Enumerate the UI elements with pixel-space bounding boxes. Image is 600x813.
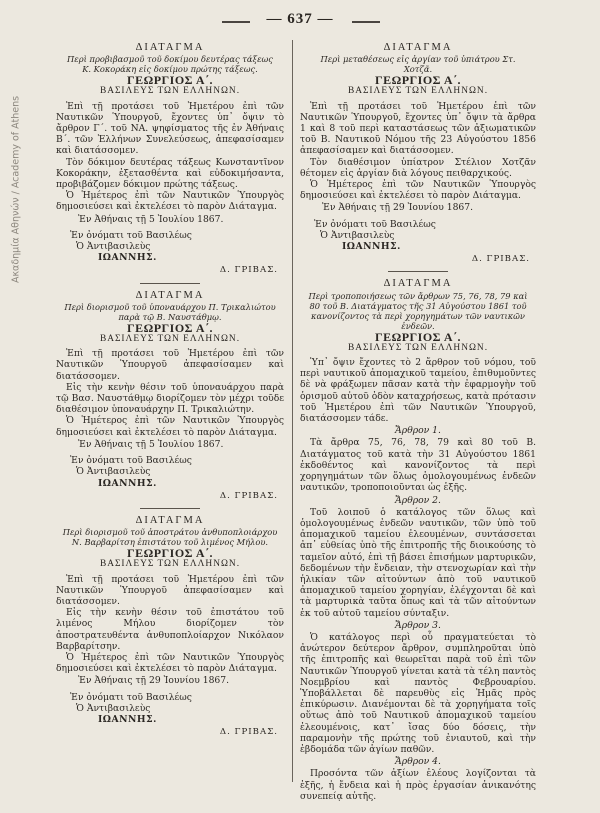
decree-subject: Περὶ τροποποιήσεως τῶν ἄρθρων 75, 76, 78, 79 καὶ 80 τοῦ Β. Διατάγματος τῆς 31 Αὐγούστου 1861 τοῦ κανονίζοντος τὰ περὶ χορηγημάτων τῶν ναυτικῶν ἐνδεῶν.	[308, 290, 528, 331]
decree-by-order: Ἐν ὀνόματι τοῦ Βασιλέως	[70, 691, 192, 703]
decree-date: Ἐν Ἀθήναις τῇ 5 Ἰουλίου 1867.	[78, 213, 224, 225]
header-rule-right	[352, 21, 380, 23]
decree-by-order: Ἐν ὀνόματι τοῦ Βασιλέως	[314, 218, 436, 230]
page-number: — 637 —	[266, 11, 334, 27]
decree-title: ΔΙΑΤΑΓΜΑ	[135, 42, 205, 53]
decree-paragraph: Ὑπ᾽ ὄψιν ἔχοντες τὸ 2 ἄρθρον τοῦ νόμου, τοῦ περὶ ναυτικοῦ ἀπομαχικοῦ ταμείου, ἐπιθυμοῦντες δὲ νὰ φράξωμεν πᾶσαν κατὰ τὴν ἐφαρμογὴν τοῦ ὁρισμοῦ αὐτοῦ ὁδὸν καταχρήσεως, κατὰ πρότασιν τοῦ Ἡμετέρου ἐπὶ τῶν Ναυτικῶν Ὑπουργοῦ, διατάσσομεν τάδε.	[300, 357, 536, 425]
article-heading: Ἄρθρον 4.	[395, 756, 441, 768]
king-name: ΓΕΩΡΓΙΟΣ Α΄.	[126, 73, 214, 88]
article-heading: Ἄρθρον 3.	[395, 619, 441, 631]
minister-signature: Δ. ΓΡΙΒΑΣ.	[219, 727, 278, 738]
decree-by-order: Ἐν ὀνόματι τοῦ Βασιλέως	[70, 229, 192, 241]
minister-signature: Δ. ΓΡΙΒΑΣ.	[219, 265, 278, 276]
king-name: ΓΕΩΡΓΙΟΣ Α΄.	[374, 73, 462, 88]
decree-separator	[388, 271, 448, 272]
decree-subject: Περὶ μεταθέσεως εἰς ἀργίαν τοῦ ὑπιάτρου Στ. Χοτζᾶ.	[320, 54, 516, 75]
decree-subject: Περὶ προβιβασμοῦ τοῦ δοκίμου δευτέρας τάξεως Κ. Κοκοράκη εἰς δοκίμου πρώτης τάξεως.	[67, 54, 273, 75]
decree-paragraph: Ἐπὶ τῇ προτάσει τοῦ Ἡμετέρου ἐπὶ τῶν Ναυτικῶν Ὑπουργοῦ, ἔχοντες ὑπ᾽ ὄψιν τὸ ἄρθρον Γ΄. τοῦ ΝΑ. ψηφίσματος τῆς ἐν Ἀθήναις Β΄. τῶν Ἑλλήνων Συνελεύσεως, ἀπεφασίσαμεν καὶ διατάσσομεν.	[56, 100, 284, 157]
decree-title: ΔΙΑΤΑΓΜΑ	[383, 278, 453, 290]
decree-date: Ἐν Ἀθήναις τῇ 5 Ἰουλίου 1867.	[78, 438, 224, 450]
king-title: ΒΑΣΙΛΕΥΣ ΤΩΝ ΕΛΛΗΝΩΝ.	[99, 86, 241, 97]
king-name: ΓΕΩΡΓΙΟΣ Α΄.	[126, 546, 214, 561]
decree-appointment-trikalioton	[56, 290, 284, 502]
decree-transfer-chotzas	[300, 42, 536, 265]
decree-paragraph: Ὁ Ἡμέτερος ἐπὶ τῶν Ναυτικῶν Ὑπουργὸς δημοσιεύσει καὶ ἐκτελέσει τὸ παρὸν Διάταγμα.	[300, 179, 536, 202]
decree-appointment-varvaritsis	[56, 515, 284, 738]
viceroy-label: Ὁ Ἀντιβασιλεὺς	[76, 241, 151, 253]
decree-paragraph: Εἰς τὴν κενὴν θέσιν τοῦ ἐπιστάτου τοῦ λιμένος Μήλου διορίζομεν τὸν ἀποστρατευθέντα ἀνθυποπλοίαρχον Νικόλαον Βαρβαρίτσην.	[56, 607, 284, 652]
decree-subject: Περὶ διορισμοῦ τοῦ ἀποστράτου ἀνθυποπλοιάρχου Ν. Βαρβαρίτση ἐπιστάτου τοῦ λιμένος Μήλου.	[62, 527, 278, 548]
decree-title: ΔΙΑΤΑΓΜΑ	[135, 289, 205, 301]
decree-paragraph: Ἐπὶ τῇ προτάσει τοῦ Ἡμετέρου ἐπὶ τῶν Ναυτικῶν Ὑπουργοῦ ἀπεφασίσαμεν καὶ διατάσσομεν.	[56, 348, 284, 382]
viceroy-name: ΙΩΑΝΝΗΣ.	[342, 241, 401, 253]
decree-promotion-kokorakis	[56, 42, 284, 277]
decree-title: ΔΙΑΤΑΓΜΑ	[383, 42, 453, 53]
decree-paragraph: Ἐπὶ τῇ προτάσει τοῦ Ἡμετέρου ἐπὶ τῶν Ναυτικῶν Ὑπουργοῦ ἀπεφασίσαμεν καὶ διατάσσομεν.	[56, 573, 284, 607]
library-watermark: Ακαδημία Αθηνών / Academy of Athens	[10, 95, 22, 284]
king-title: ΒΑΣΙΛΕΥΣ ΤΩΝ ΕΛΛΗΝΩΝ.	[347, 342, 489, 353]
decree-paragraph: Τὸν δόκιμον δευτέρας τάξεως Κωνσταντῖνον Κοκοράκην, ἐξετασθέντα καὶ εὐδοκιμήσαντα, προβιβάζομεν δόκιμον πρώτης τάξεως.	[56, 156, 284, 191]
minister-signature: Δ. ΓΡΙΒΑΣ.	[219, 490, 278, 501]
decree-separator	[140, 283, 200, 284]
decree-paragraph: Ὁ Ἡμέτερος ἐπὶ τῶν Ναυτικῶν Ὑπουργὸς δημοσιεύσει καὶ ἐκτελέσει τὸ παρὸν Διάταγμα.	[56, 190, 284, 213]
article-text: Τοῦ λοιποῦ ὁ κατάλογος τῶν ὅλως καὶ ὁμολογουμένως ἐνδεῶν ναυτικῶν, τῶν ὑπὸ τοῦ ἀπομαχικοῦ ταμείου ἐλεουμένων, συντάσσεται ἀπ᾽ εὐθείας ὑπὸ τῆς ἐπιτροπῆς τῆς διοικούσης τὸ ταμεῖον αὐτό, ἐπὶ τῇ βάσει ἐπισήμων μαρτυρικῶν, δεδομένων τὴν ἔνδειαν, τὴν στενοχωρίαν καὶ τὴν ἡλικίαν τῶν αἰτούντων ἀπὸ τοῦ ναυτικοῦ ἀπομαχικοῦ ταμείου χορηγίαν, ἐλέγχονται δὲ καὶ τὰ μαρτυρικὰ ταῦτα ὅπως καὶ τὰ τῶν αἰτούντων ἐκ τοῦ αὐτοῦ ταμείου σύνταξιν.	[300, 506, 536, 619]
decree-paragraph: Ὁ Ἡμέτερος ἐπὶ τῶν Ναυτικῶν Ὑπουργὸς δημοσιεύσει καὶ ἐκτελέσει τὸ παρὸν Διάταγμα.	[56, 651, 284, 675]
article-heading: Ἄρθρον 2.	[395, 494, 441, 506]
decree-amendment-articles	[300, 278, 536, 802]
minister-signature: Δ. ΓΡΙΒΑΣ.	[471, 254, 530, 265]
king-title: ΒΑΣΙΛΕΥΣ ΤΩΝ ΕΛΛΗΝΩΝ.	[347, 86, 489, 97]
right-column	[300, 40, 536, 802]
king-title: ΒΑΣΙΛΕΥΣ ΤΩΝ ΕΛΛΗΝΩΝ.	[99, 559, 241, 570]
article-text: Προσόντα τῶν ἀξίων ἐλέους λογίζονται τὰ ἑξῆς, ἡ ἔνδεια καὶ ἡ πρὸς ἐργασίαν ἀνικανότης συνεπείᾳ αὐτῆς.	[300, 768, 536, 802]
left-column	[56, 40, 284, 785]
viceroy-label: Ὁ Ἀντιβασιλεὺς	[320, 229, 395, 241]
king-name: ΓΕΩΡΓΙΟΣ Α΄.	[374, 329, 462, 344]
decree-title: ΔΙΑΤΑΓΜΑ	[135, 514, 205, 526]
decree-date: Ἐν Ἀθήναις τῇ 29 Ἰουνίου 1867.	[322, 202, 474, 214]
decree-by-order: Ἐν ὀνόματι τοῦ Βασιλέως	[70, 455, 192, 467]
decree-paragraph: Ὁ Ἡμέτερος ἐπὶ τῶν Ναυτικῶν Ὑπουργὸς δημοσιεύσει καὶ ἐκτελέσει τὸ παρὸν Διάταγμα.	[56, 415, 284, 438]
decree-paragraph: Τὸν διαθέσιμον ὑπίατρον Στέλιον Χοτζᾶν θέτομεν εἰς ἀργίαν διὰ λόγους πειθαρχικούς.	[300, 156, 536, 179]
viceroy-name: ΙΩΑΝΝΗΣ.	[98, 713, 157, 725]
viceroy-name: ΙΩΑΝΝΗΣ.	[98, 477, 157, 489]
decree-separator	[140, 508, 200, 509]
decree-paragraph: Ἐπὶ τῇ προτάσει τοῦ Ἡμετέρου ἐπὶ τῶν Ναυτικῶν Ὑπουργοῦ, ἔχοντες ὑπ᾽ ὄψιν τὰ ἄρθρα 1 καὶ 8 τοῦ περὶ καταστάσεως τῶν ἀξιωματικῶν τοῦ Β. Ναυτικοῦ Νόμου τῆς 23 Αὐγούστου 1856 ἀπεφασίσαμεν καὶ διατάσσομεν.	[300, 100, 536, 157]
article-text: Τὰ ἄρθρα 75, 76, 78, 79 καὶ 80 τοῦ Β. Διατάγματος τοῦ κατὰ τὴν 31 Αὐγούστου 1861 ἐκδοθέντος καὶ κανονίζοντος τὰ περὶ χορηγημάτων τῶν ὅλως ὁμολογουμένως ἐνδεῶν ναυτικῶν, τροποποιοῦνται ὡς ἑξῆς.	[300, 437, 536, 494]
article-heading: Ἄρθρον 1.	[395, 425, 441, 437]
decree-subject: Περὶ διορισμοῦ τοῦ ὑποναυάρχου Π. Τρικαλιώτου παρὰ τῷ Β. Ναυστάθμῳ.	[64, 301, 276, 322]
king-name: ΓΕΩΡΓΙΟΣ Α΄.	[126, 320, 214, 335]
viceroy-name: ΙΩΑΝΝΗΣ.	[98, 252, 157, 264]
decree-date: Ἐν Ἀθήναις τῇ 29 Ἰουνίου 1867.	[78, 675, 230, 687]
viceroy-label: Ὁ Ἀντιβασιλεὺς	[76, 466, 151, 478]
column-divider	[292, 40, 293, 782]
viceroy-label: Ὁ Ἀντιβασιλεὺς	[76, 702, 151, 714]
king-title: ΒΑΣΙΛΕΥΣ ΤΩΝ ΕΛΛΗΝΩΝ.	[99, 334, 241, 345]
article-text: Ὁ κατάλογος περὶ οὗ πραγματεύεται τὸ ἀνώτερον δεύτερον ἄρθρον, συμπληροῦται ὑπὸ τῆς ἐπιτροπῆς καὶ θεωρεῖται παρὰ τοῦ ἐπὶ τῶν Ναυτικῶν Ὑπουργοῦ γίνεται κατὰ τὰ τέλη παντὸς Νοεμβρίου καὶ παντὸς Φεβρουαρίου. Ὑποβάλλεται δὲ παρευθὺς εἰς Ἡμᾶς πρὸς ἐπικύρωσιν. Διανέμονται δὲ τὰ χορηγήματα τοῖς οὕτως ἀπὸ τοῦ Ναυτικοῦ ἀπομαχικοῦ ταμείου ἐλεουμένοις, κατ᾽ ἴσας δύο δόσεις, τὴν παραμονὴν τῆς πρώτης τοῦ ἐνιαυτοῦ, καὶ τὴν ἑβδομάδα τῶν ἁγίων παθῶν.	[300, 631, 536, 755]
decree-paragraph: Εἰς τὴν κενὴν θέσιν τοῦ ὑποναυάρχου παρὰ τῷ Βασ. Ναυστάθμῳ διορίζομεν τὸν μέχρι τοῦδε διαθέσιμον ὑποναυάρχην Π. Τρικαλιώτην.	[56, 381, 284, 416]
